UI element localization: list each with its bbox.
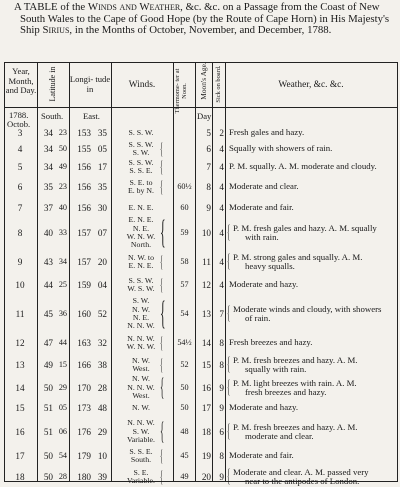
row-lon-degrees: 156: [77, 182, 91, 192]
row-thermometer: 60: [180, 203, 189, 212]
row-moon-age: 18: [201, 427, 211, 437]
caption-smallcaps: Winds and Weather: [87, 1, 181, 13]
row-day: 8: [17, 228, 23, 238]
row-lon-minutes: 38: [97, 360, 107, 370]
row-wind: N. W.: [132, 402, 150, 412]
header-longitude: Longi- tude in: [69, 74, 111, 94]
row-lon-minutes: 28: [97, 383, 107, 393]
row-brace: {: [160, 176, 163, 196]
row-wind: S. S. W.: [128, 157, 154, 167]
row-lat-minutes: 44: [58, 338, 67, 347]
row-weather-line: of rain.: [245, 313, 271, 323]
row-lon-minutes: 10: [97, 451, 107, 461]
row-day: 5: [17, 162, 23, 172]
caption-tail: , in the Months of October, November, and December, 1788.: [69, 24, 332, 37]
row-sick: 7: [219, 309, 224, 319]
row-lat-degrees: 35: [43, 182, 53, 192]
row-lat-minutes: 33: [58, 228, 67, 237]
row-day: 18: [15, 472, 25, 482]
subheader-moon: Day: [197, 111, 212, 121]
row-lon-degrees: 180: [77, 472, 91, 482]
row-lon-minutes: 48: [97, 403, 107, 413]
row-sick: 4: [219, 182, 224, 192]
header-weather: Weather, &c. &c.: [278, 80, 344, 90]
column-rule: [69, 63, 70, 481]
row-day: 4: [17, 144, 23, 154]
row-weather-line: squally with rain.: [245, 364, 307, 374]
row-weather-line: Moderate and hazy.: [229, 402, 299, 413]
row-lat-degrees: 51: [43, 427, 53, 437]
row-brace: {: [160, 295, 166, 333]
row-wind: North.: [130, 240, 152, 250]
header-latitude: Latitude in: [48, 66, 57, 102]
subheader-lon: East.: [83, 111, 100, 121]
row-brace: {: [160, 274, 163, 294]
caption-lead: A TABLE of the: [14, 1, 86, 13]
row-brace: {: [160, 445, 163, 465]
row-day: 16: [15, 427, 25, 437]
row-wind: N. W.: [132, 304, 150, 314]
row-lat-degrees: 40: [43, 228, 53, 238]
row-wind: N. N. W.: [127, 333, 155, 343]
row-lat-degrees: 47: [43, 338, 53, 348]
row-wind: S. E. to: [129, 177, 153, 187]
row-wind: W. N. W.: [126, 342, 156, 351]
row-lon-minutes: 04: [97, 280, 107, 290]
row-wind: S. S. W.: [128, 127, 154, 137]
row-day: 11: [15, 309, 25, 319]
row-wind: W. N. W.: [126, 232, 156, 241]
row-weather-line: Moderate and fair.: [229, 202, 294, 213]
row-lat-degrees: 43: [43, 257, 53, 267]
row-moon-age: 7: [206, 162, 211, 172]
header-day: Year, Month, and Day.: [5, 66, 37, 96]
row-thermometer: 52: [180, 360, 189, 369]
row-lon-degrees: 153: [77, 128, 91, 138]
row-lon-degrees: 157: [77, 228, 91, 238]
row-moon-age: 5: [206, 128, 211, 138]
row-lon-minutes: 05: [97, 144, 107, 154]
row-day: 17: [15, 451, 25, 461]
row-weather-line: P. M. strong gales and squally. A. M.: [233, 251, 363, 262]
row-wind: S. W.: [132, 148, 150, 157]
row-moon-age: 15: [201, 360, 211, 370]
row-brace: {: [227, 420, 231, 442]
row-wind: Variable.: [127, 476, 155, 485]
row-weather-line: P. M. fresh breezes and hazy. A. M.: [233, 354, 358, 365]
row-weather-line: P. M. light breezes with rain. A. M.: [233, 377, 357, 388]
row-brace: {: [227, 221, 231, 243]
row-day: 7: [17, 203, 23, 213]
row-weather-line: Fresh gales and hazy.: [229, 127, 305, 138]
row-wind: W. S. W.: [127, 284, 155, 293]
row-day: 9: [17, 257, 23, 267]
row-lon-minutes: 29: [97, 427, 107, 437]
row-lon-minutes: 35: [97, 128, 107, 138]
row-lon-degrees: 173: [77, 403, 91, 413]
column-rule: [37, 63, 38, 481]
row-sick: 2: [219, 128, 224, 138]
row-wind: S. E.: [133, 467, 149, 477]
row-lon-minutes: 20: [97, 257, 107, 267]
row-sick: 9: [219, 383, 224, 393]
row-sick: 4: [219, 162, 224, 172]
caption-ship-name: Sirius: [42, 24, 70, 37]
row-day: 6: [17, 182, 23, 192]
column-rule: [173, 63, 174, 481]
header-thermometer: Thermome- ter at Noon.: [174, 68, 188, 114]
row-brace: {: [160, 138, 163, 158]
row-lon-degrees: 170: [77, 383, 91, 393]
row-lat-degrees: 34: [43, 144, 53, 154]
row-lat-degrees: 34: [43, 162, 53, 172]
row-moon-age: 13: [201, 309, 211, 319]
row-wind: N. W.: [132, 374, 150, 384]
row-wind: S. W.: [132, 426, 150, 436]
row-sick: 8: [219, 451, 224, 461]
row-day: 13: [15, 360, 25, 370]
row-brace: {: [160, 251, 163, 271]
row-brace: {: [227, 376, 231, 398]
row-brace: {: [160, 156, 163, 176]
row-brace: {: [227, 353, 231, 375]
row-sick: 4: [219, 280, 224, 290]
row-lat-degrees: 51: [43, 403, 53, 413]
row-lon-degrees: 176: [77, 427, 91, 437]
row-moon-age: 12: [201, 280, 211, 290]
row-brace: {: [160, 466, 163, 486]
row-moon-age: 14: [201, 338, 211, 348]
row-lon-degrees: 156: [77, 162, 91, 172]
row-lat-minutes: 40: [58, 203, 67, 212]
row-lat-minutes: 36: [58, 309, 67, 318]
row-weather-line: heavy squalls.: [245, 261, 295, 271]
row-lat-degrees: 45: [43, 309, 53, 319]
row-weather-line: Moderate winds and cloudy, with showers: [233, 303, 382, 314]
row-lat-minutes: 15: [58, 360, 67, 369]
row-lat-minutes: 49: [58, 162, 67, 171]
row-lat-degrees: 49: [43, 360, 53, 370]
row-thermometer: 57: [180, 280, 189, 289]
row-lon-degrees: 156: [77, 203, 91, 213]
row-day: 12: [15, 338, 25, 348]
row-brace: {: [160, 418, 165, 446]
row-weather-line: P. M. squally. A. M. moderate and cloudy.: [229, 161, 377, 172]
row-wind: N. W.: [132, 355, 150, 365]
row-lon-degrees: 155: [77, 144, 91, 154]
row-weather-line: near to the antipodes of London.: [245, 476, 360, 486]
row-lat-degrees: 50: [43, 472, 53, 482]
row-lat-minutes: 50: [58, 144, 67, 153]
subheader-year: 1788.: [9, 110, 29, 120]
column-rule: [212, 63, 213, 481]
row-day: 14: [15, 383, 25, 393]
row-lon-minutes: 07: [97, 228, 107, 238]
row-thermometer: 60½: [177, 182, 192, 191]
row-weather-line: Moderate and hazy.: [229, 279, 299, 290]
row-weather-line: Squally with showers of rain.: [229, 143, 333, 154]
row-brace: {: [160, 214, 166, 252]
row-sick: 9: [219, 403, 224, 413]
row-wind: S. S. W.: [128, 275, 154, 285]
subheader-month: Octob.: [7, 119, 31, 129]
row-wind: N. N. W.: [127, 418, 155, 428]
row-wind: N. N. W.: [127, 321, 155, 331]
row-wind: S. S. W.: [128, 139, 154, 149]
row-lat-minutes: 29: [58, 383, 67, 392]
header-winds: Winds.: [128, 80, 156, 90]
row-moon-age: 6: [206, 144, 211, 154]
row-brace: {: [160, 332, 163, 352]
row-wind: Variable.: [127, 435, 155, 445]
row-lon-degrees: 179: [77, 451, 91, 461]
row-moon-age: 20: [201, 472, 211, 482]
row-lon-minutes: 52: [97, 309, 107, 319]
table-caption: [14, 2, 396, 37]
row-wind: E. N. E.: [128, 215, 154, 225]
row-wind: South.: [130, 455, 152, 464]
row-lon-degrees: 159: [77, 280, 91, 290]
row-day: 15: [15, 403, 25, 413]
row-moon-age: 8: [206, 182, 211, 192]
row-thermometer: 59: [180, 228, 189, 237]
row-thermometer: 58: [180, 257, 189, 266]
row-brace: {: [160, 354, 163, 374]
row-wind: S. S. E.: [129, 446, 153, 456]
row-sick: 4: [219, 144, 224, 154]
caption-middle: , &c. &c. on a Passage from the Coast of New South Wales to the Cape of Good Hope (by the Route of Cape Horn) in His Majesty's Ship: [20, 1, 390, 37]
row-lon-minutes: 17: [97, 162, 107, 172]
row-weather-line: fresh breezes and hazy.: [245, 387, 327, 397]
row-lat-minutes: 25: [58, 280, 67, 289]
row-lat-degrees: 50: [43, 451, 53, 461]
weather-table: [4, 62, 398, 487]
row-lon-degrees: 157: [77, 257, 91, 267]
row-thermometer: 54½: [177, 338, 192, 347]
row-weather-line: P. M. fresh gales and hazy. A. M. squally: [233, 222, 377, 233]
row-wind: E. N. E.: [128, 202, 154, 212]
row-brace: {: [227, 465, 231, 487]
row-thermometer: 48: [180, 427, 189, 436]
row-weather-line: Moderate and fair.: [229, 450, 294, 461]
row-lon-degrees: 160: [77, 309, 91, 319]
row-lat-degrees: 50: [43, 383, 53, 393]
row-lon-degrees: 163: [77, 338, 91, 348]
row-lat-minutes: 05: [58, 403, 67, 412]
column-rule: [195, 63, 196, 481]
row-wind: N. W. to: [128, 252, 154, 262]
row-lat-minutes: 23: [58, 128, 67, 137]
row-lat-minutes: 34: [58, 257, 67, 266]
row-brace: {: [160, 374, 165, 402]
row-wind: E. N. E.: [128, 261, 154, 270]
row-moon-age: 19: [201, 451, 211, 461]
column-rule: [111, 63, 112, 481]
row-lon-minutes: 35: [97, 182, 107, 192]
row-lon-degrees: 166: [77, 360, 91, 370]
row-sick: 9: [219, 472, 224, 482]
row-thermometer: 50: [180, 403, 189, 412]
row-sick: 6: [219, 427, 224, 437]
row-sick: 4: [219, 257, 224, 267]
row-wind: West.: [132, 364, 150, 373]
row-lat-degrees: 37: [43, 203, 53, 213]
row-weather-line: moderate and clear.: [245, 431, 314, 441]
row-thermometer: 50: [180, 383, 189, 392]
row-weather-line: with rain.: [245, 232, 279, 242]
row-brace: {: [227, 250, 231, 272]
row-lat-minutes: 23: [58, 182, 67, 191]
row-day: 10: [15, 280, 25, 290]
row-lat-minutes: 06: [58, 427, 67, 436]
column-rule: [225, 63, 226, 481]
subheader-lat: South.: [41, 111, 64, 121]
row-lat-minutes: 54: [58, 451, 67, 460]
row-brace: {: [227, 302, 231, 324]
row-day: 3: [17, 128, 23, 138]
row-wind: N. E.: [132, 223, 150, 233]
row-sick: 4: [219, 203, 224, 213]
row-weather-line: Moderate and clear.: [229, 181, 299, 192]
row-lon-minutes: 30: [97, 203, 107, 213]
header-rule: [5, 107, 397, 108]
row-weather-line: Fresh breezes and hazy.: [229, 337, 313, 348]
row-wind: S. S. E.: [129, 166, 153, 175]
row-moon-age: 10: [201, 228, 211, 238]
row-sick: 8: [219, 338, 224, 348]
row-weather-line: P. M. fresh breezes and hazy. A. M.: [233, 421, 358, 432]
row-lat-minutes: 28: [58, 472, 67, 481]
row-moon-age: 17: [201, 403, 211, 413]
row-moon-age: 11: [202, 257, 211, 267]
row-wind: S. W.: [132, 296, 150, 306]
row-thermometer: 49: [180, 472, 189, 481]
row-lat-degrees: 34: [43, 128, 53, 138]
row-wind: N. N. W.: [127, 382, 155, 392]
row-sick: 4: [219, 228, 224, 238]
row-moon-age: 9: [206, 203, 211, 213]
row-lat-degrees: 44: [43, 280, 53, 290]
row-thermometer: 45: [180, 451, 189, 460]
row-wind: E. by N.: [128, 186, 154, 195]
row-sick: 8: [219, 360, 224, 370]
row-weather-line: Moderate and clear. A. M. passed very: [233, 466, 369, 477]
row-moon-age: 16: [201, 383, 211, 393]
row-lon-minutes: 32: [97, 338, 107, 348]
row-wind: West.: [132, 391, 150, 401]
row-wind: N. E.: [132, 313, 150, 322]
row-lon-minutes: 39: [97, 472, 107, 482]
row-thermometer: 54: [180, 309, 189, 318]
header-moon-age: Moon's Age.: [199, 62, 208, 100]
header-sick: Sick on board.: [215, 65, 222, 103]
